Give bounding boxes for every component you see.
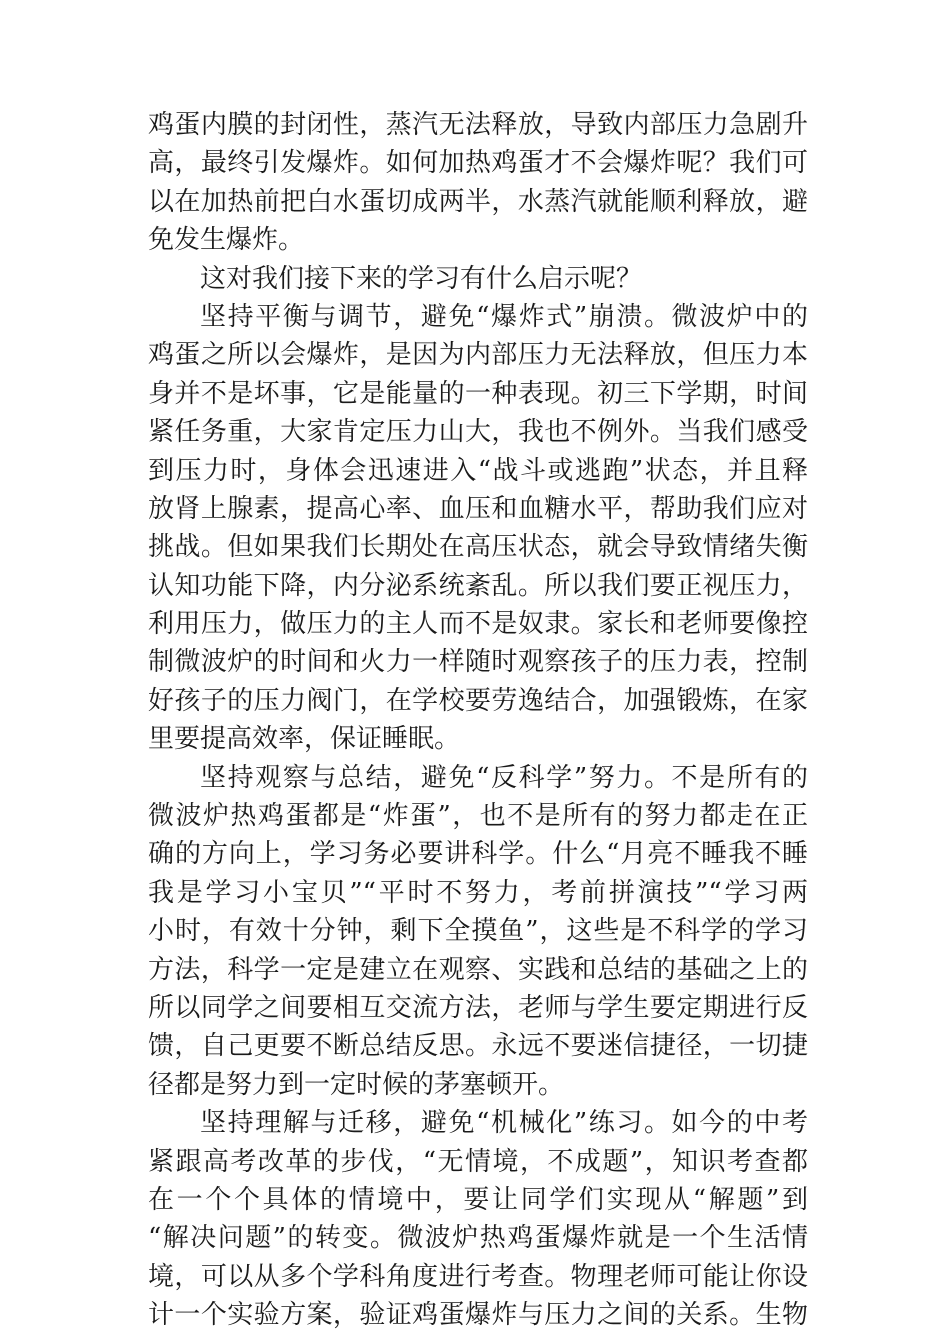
text-line: 所以同学之间要相互交流方法，老师与学生要定期进行反	[148, 992, 808, 1023]
text-line: 鸡蛋内膜的封闭性，蒸汽无法释放，导致内部压力急剧升	[148, 110, 808, 140]
text-line: 境，可以从多个学科角度进行考查。物理老师可能让你设	[148, 1261, 808, 1292]
text-line: 紧跟高考改革的步伐，“无情境，不成题”，知识考查都	[148, 1146, 808, 1177]
text-line: 鸡蛋之所以会爆炸，是因为内部压力无法释放，但压力本	[148, 340, 808, 371]
text-line: 坚持平衡与调节，避免“爆炸式”崩溃。微波炉中的	[200, 301, 808, 332]
text-line: 以在加热前把白水蛋切成两半，水蒸汽就能顺利释放，避	[148, 186, 808, 217]
text-line: 馈，自己更要不断总结反思。永远不要迷信捷径，一切捷	[148, 1031, 808, 1062]
text-line: 方法，科学一定是建立在观察、实践和总结的基础之上的	[148, 954, 808, 985]
text-line: 好孩子的压力阀门，在学校要劳逸结合，加强锻炼，在家	[148, 685, 808, 716]
text-line: 径都是努力到一定时候的茅塞顿开。	[148, 1069, 565, 1100]
text-line: 小时，有效十分钟，剩下全摸鱼”，这些是不科学的学习	[148, 916, 808, 947]
text-line: 利用压力，做压力的主人而不是奴隶。家长和老师要像控	[148, 609, 808, 640]
text-line: 挑战。但如果我们长期处在高压状态，就会导致情绪失衡	[148, 532, 808, 563]
text-line: 坚持理解与迁移，避免“机械化”练习。如今的中考	[200, 1108, 808, 1139]
text-line: 放肾上腺素，提高心率、血压和血糖水平，帮助我们应对	[148, 493, 808, 524]
text-line: 微波炉热鸡蛋都是“炸蛋”，也不是所有的努力都走在正	[148, 801, 808, 832]
text-line: 制微波炉的时间和火力一样随时观察孩子的压力表，控制	[148, 647, 808, 678]
text-line: 高，最终引发爆炸。如何加热鸡蛋才不会爆炸呢？我们可	[148, 148, 808, 179]
text-line: 认知功能下降，内分泌系统紊乱。所以我们要正视压力，	[148, 570, 808, 601]
text-line: 里要提高效率，保证睡眠。	[148, 724, 461, 755]
text-line: 坚持观察与总结，避免“反科学”努力。不是所有的	[200, 762, 808, 793]
text-line: 在一个个具体的情境中，要让同学们实现从“解题”到	[148, 1184, 808, 1215]
text-line: 免发生爆炸。	[148, 225, 305, 256]
body-text	[148, 106, 808, 1335]
text-line: 身并不是坏事，它是能量的一种表现。初三下学期，时间	[148, 378, 808, 409]
text-line: 到压力时，身体会迅速进入“战斗或逃跑”状态，并且释	[148, 455, 808, 486]
text-line: 紧任务重，大家肯定压力山大，我也不例外。当我们感受	[148, 417, 808, 448]
text-line: 计一个实验方案，验证鸡蛋爆炸与压力之间的关系。生物	[148, 1300, 808, 1331]
text-line: “解决问题”的转变。微波炉热鸡蛋爆炸就是一个生活情	[148, 1223, 808, 1254]
text-line: 我是学习小宝贝”“平时不努力，考前拼演技”“学习两	[148, 877, 808, 908]
text-line: 这对我们接下来的学习有什么启示呢？	[200, 263, 643, 294]
text-line: 确的方向上，学习务必要讲科学。什么“月亮不睡我不睡	[148, 839, 808, 870]
